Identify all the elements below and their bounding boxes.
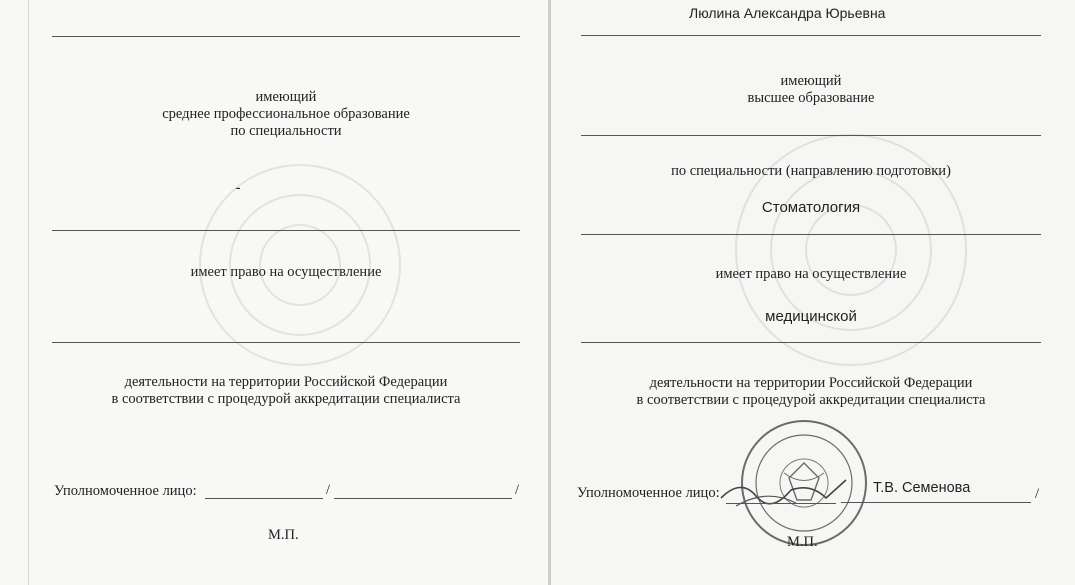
accreditation-text: в соответствии с процедурой аккредитации специалиста <box>636 392 986 408</box>
right-page <box>551 0 1075 585</box>
mp-seal-label: М.П. <box>787 534 818 550</box>
activity-rule <box>52 342 520 343</box>
education-text: среднее профессиональное образование <box>162 106 410 122</box>
right-to-text: имеет право на осуществление <box>190 264 382 280</box>
full-name: Люлина Александра Юрьевна <box>689 5 886 21</box>
specialty-rule <box>581 234 1041 235</box>
activity-rule <box>581 342 1041 343</box>
watermark-rosette <box>701 120 1001 380</box>
slash-1: / <box>326 482 331 498</box>
activity-territory-text: деятельности на территории Российской Федерации <box>649 375 973 391</box>
education-text: высшее образование <box>747 90 875 106</box>
name-rule <box>581 35 1041 36</box>
specialty-rule <box>52 230 520 231</box>
signature-scribble <box>716 468 856 518</box>
slash: / <box>1035 486 1040 502</box>
slash-2: / <box>515 482 520 498</box>
having-text: имеющий <box>780 73 842 89</box>
having-text: имеющий <box>255 89 317 105</box>
activity-territory-text: деятельности на территории Российской Федерации <box>124 374 448 390</box>
signature-rule <box>726 503 836 504</box>
right-to-text: имеет право на осуществление <box>715 266 907 282</box>
activity-value: медицинской <box>765 308 857 325</box>
education-rule <box>581 135 1041 136</box>
page-edge <box>28 0 29 585</box>
name-rule <box>334 498 512 499</box>
specialty-value: Стоматология <box>761 199 861 216</box>
signer-name: Т.В. Семенова <box>873 480 971 496</box>
by-specialty-text: по специальности (направлению подготовки) <box>671 163 951 179</box>
top-rule <box>52 36 520 37</box>
accreditation-text: в соответствии с процедурой аккредитации специалиста <box>111 391 461 407</box>
mp-seal-label: М.П. <box>268 527 299 543</box>
specialty-value: - <box>235 180 241 196</box>
authorized-label: Уполномоченное лицо: <box>54 483 197 499</box>
signature-rule <box>205 498 323 499</box>
signer-rule <box>841 502 1031 503</box>
by-specialty-text: по специальности <box>230 123 342 139</box>
authorized-label: Уполномоченное лицо: <box>577 485 720 501</box>
